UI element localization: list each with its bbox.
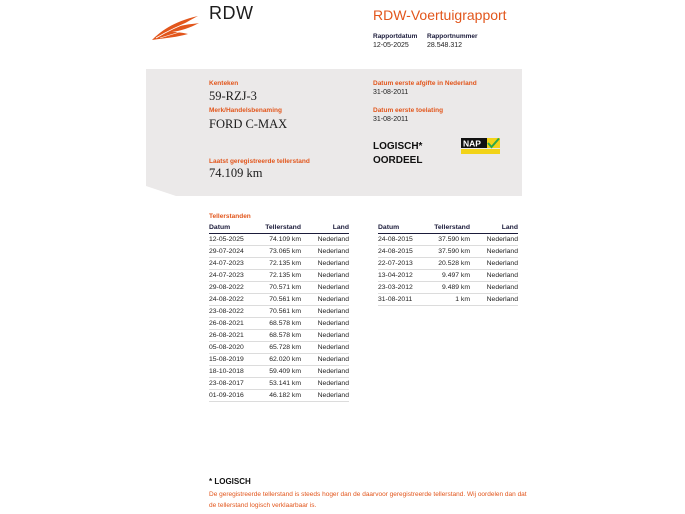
row-date: 24-08-2022	[209, 294, 257, 306]
last-odometer-value: 74.109 km	[209, 166, 263, 180]
row-reading: 70.571 km	[257, 282, 301, 294]
row-reading: 70.561 km	[257, 294, 301, 306]
table-row	[209, 378, 349, 390]
row-reading: 72.135 km	[257, 270, 301, 282]
row-country: Nederland	[301, 330, 349, 342]
col-country: Land	[301, 222, 349, 234]
row-reading: 9.489 km	[426, 282, 470, 294]
row-country: Nederland	[301, 342, 349, 354]
row-country: Nederland	[301, 282, 349, 294]
table-row	[209, 318, 349, 330]
row-country: Nederland	[470, 258, 518, 270]
row-reading: 46.182 km	[257, 390, 301, 402]
row-date: 24-07-2023	[209, 270, 257, 282]
row-date: 29-08-2022	[209, 282, 257, 294]
row-country: Nederland	[301, 378, 349, 390]
plate-value: 59-RZJ-3	[209, 89, 257, 103]
row-reading: 9.497 km	[426, 270, 470, 282]
panel-notch	[146, 186, 176, 196]
table-row	[209, 366, 349, 378]
row-reading: 70.561 km	[257, 306, 301, 318]
row-reading: 20.528 km	[426, 258, 470, 270]
row-date: 24-08-2015	[378, 234, 426, 246]
odometer-section-label: Tellerstanden	[209, 213, 251, 220]
report-number-label: Rapportnummer	[427, 33, 478, 40]
verdict-line1: LOGISCH*	[373, 141, 423, 152]
row-date: 26-08-2021	[209, 318, 257, 330]
first-issue-nl-label: Datum eerste afgifte in Nederland	[373, 80, 477, 87]
row-country: Nederland	[301, 318, 349, 330]
row-reading: 53.141 km	[257, 378, 301, 390]
row-country: Nederland	[301, 270, 349, 282]
table-row	[209, 342, 349, 354]
row-date: 23-08-2022	[209, 306, 257, 318]
table-row	[209, 282, 349, 294]
row-country: Nederland	[470, 270, 518, 282]
nap-badge	[461, 138, 500, 154]
table-row	[378, 270, 518, 282]
first-admission-label: Datum eerste toelating	[373, 107, 444, 114]
row-reading: 37.590 km	[426, 234, 470, 246]
make-value: FORD C-MAX	[209, 117, 288, 131]
table-row	[378, 246, 518, 258]
col-date: Datum	[209, 222, 257, 234]
col-reading: Tellerstand	[257, 222, 301, 234]
row-reading: 62.020 km	[257, 354, 301, 366]
table-row	[209, 330, 349, 342]
col-country: Land	[470, 222, 518, 234]
vehicle-summary-panel	[146, 69, 522, 196]
row-country: Nederland	[470, 282, 518, 294]
row-date: 31-08-2011	[378, 294, 426, 306]
row-reading: 37.590 km	[426, 246, 470, 258]
row-reading: 1 km	[426, 294, 470, 306]
row-date: 15-08-2019	[209, 354, 257, 366]
table-row	[209, 354, 349, 366]
first-admission-value: 31-08-2011	[373, 116, 409, 123]
col-date: Datum	[378, 222, 426, 234]
row-country: Nederland	[301, 354, 349, 366]
report-date: 12-05-2025	[373, 42, 409, 49]
row-country: Nederland	[470, 294, 518, 306]
row-country: Nederland	[301, 366, 349, 378]
last-odometer-label: Laatst geregistreerde tellerstand	[209, 158, 310, 165]
row-country: Nederland	[301, 294, 349, 306]
table-row	[209, 390, 349, 402]
table-row	[209, 246, 349, 258]
table-row	[378, 282, 518, 294]
nap-badge-text: NAP	[463, 138, 481, 149]
table-row	[209, 234, 349, 246]
verdict-line2: OORDEEL	[373, 155, 423, 166]
brand-name: RDW	[209, 3, 254, 23]
row-reading: 68.578 km	[257, 330, 301, 342]
row-reading: 73.065 km	[257, 246, 301, 258]
row-date: 26-08-2021	[209, 330, 257, 342]
table-row	[378, 258, 518, 270]
row-date: 12-05-2025	[209, 234, 257, 246]
row-date: 29-07-2024	[209, 246, 257, 258]
row-reading: 74.109 km	[257, 234, 301, 246]
footnote-title: * LOGISCH	[209, 477, 251, 486]
table-row	[378, 234, 518, 246]
first-issue-nl-value: 31-08-2011	[373, 89, 409, 96]
row-date: 13-04-2012	[378, 270, 426, 282]
row-reading: 65.728 km	[257, 342, 301, 354]
row-country: Nederland	[301, 234, 349, 246]
make-label: Merk/Handelsbenaming	[209, 107, 282, 114]
odometer-table-right	[378, 222, 518, 306]
row-date: 24-07-2023	[209, 258, 257, 270]
row-country: Nederland	[470, 246, 518, 258]
row-country: Nederland	[301, 246, 349, 258]
table-row	[209, 270, 349, 282]
row-date: 01-09-2016	[209, 390, 257, 402]
report-number: 28.548.312	[427, 42, 463, 49]
odometer-table-left	[209, 222, 349, 402]
row-country: Nederland	[301, 306, 349, 318]
row-date: 24-08-2015	[378, 246, 426, 258]
row-reading: 68.578 km	[257, 318, 301, 330]
row-date: 18-10-2018	[209, 366, 257, 378]
row-reading: 59.409 km	[257, 366, 301, 378]
row-date: 23-03-2012	[378, 282, 426, 294]
row-country: Nederland	[301, 390, 349, 402]
table-row	[209, 294, 349, 306]
report-date-label: Rapportdatum	[373, 33, 418, 40]
footnote-text: De geregistreerde tellerstand is steeds hoger dan de daarvoor geregistreerde tellerstand. Wij oordelen dan dat de tellerstand logisch verklaarbaar is.	[209, 491, 527, 509]
table-row	[209, 306, 349, 318]
row-reading: 72.135 km	[257, 258, 301, 270]
table-row	[209, 258, 349, 270]
row-date: 05-08-2020	[209, 342, 257, 354]
rdw-logo-icon	[150, 12, 202, 42]
report-title: RDW-Voertuigrapport	[373, 7, 507, 23]
col-reading: Tellerstand	[426, 222, 470, 234]
row-date: 23-08-2017	[209, 378, 257, 390]
row-country: Nederland	[301, 258, 349, 270]
plate-label: Kenteken	[209, 80, 239, 87]
row-country: Nederland	[470, 234, 518, 246]
row-date: 22-07-2013	[378, 258, 426, 270]
table-row	[378, 294, 518, 306]
